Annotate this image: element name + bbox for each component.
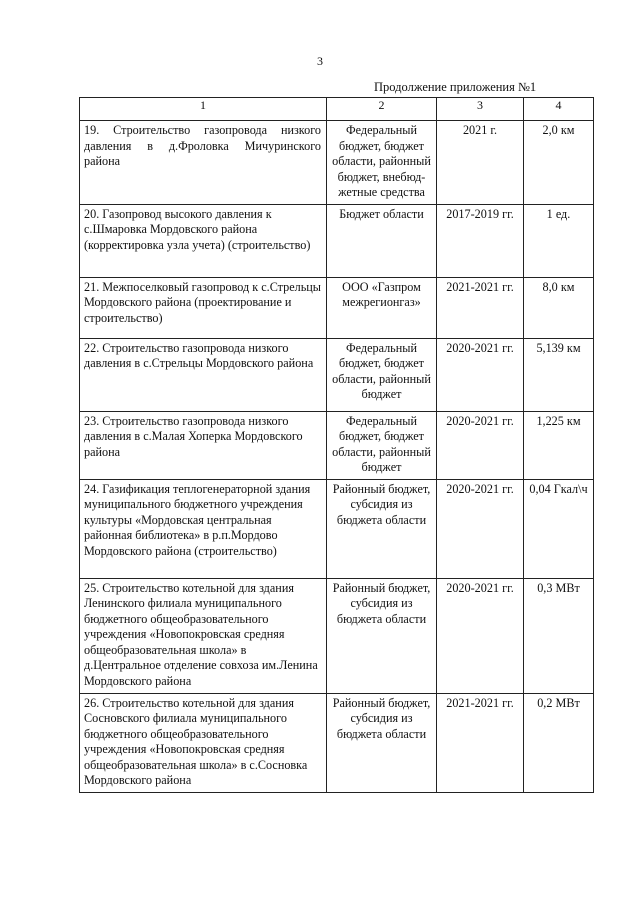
column-header: 3 — [437, 98, 524, 121]
table-row — [80, 479, 594, 578]
capacity-cell: 8,0 км — [524, 277, 594, 338]
capacity-cell: 1,225 км — [524, 411, 594, 479]
capacity-cell: 0,2 МВт — [524, 693, 594, 792]
projects-table — [79, 97, 594, 793]
project-name-cell: 22. Строительство газопровода низкого давления в с.Стрельцы Мордовского района — [80, 338, 327, 411]
funding-cell: Районный бюджет, субсидия из бюджета области — [327, 693, 437, 792]
years-cell: 2020-2021 гг. — [437, 338, 524, 411]
funding-cell: Федеральный бюджет, бюджет области, районный бюджет — [327, 411, 437, 479]
table-header-row — [80, 98, 594, 121]
table-row — [80, 121, 594, 205]
capacity-cell: 1 ед. — [524, 204, 594, 277]
funding-cell: Районный бюджет, субсидия из бюджета области — [327, 479, 437, 578]
column-header: 4 — [524, 98, 594, 121]
continuation-label: Продолжение приложения №1 — [374, 80, 537, 94]
years-cell: 2020-2021 гг. — [437, 411, 524, 479]
years-cell: 2020-2021 гг. — [437, 578, 524, 693]
table-row — [80, 693, 594, 792]
capacity-cell: 5,139 км — [524, 338, 594, 411]
project-name-cell: 21. Межпоселковый газопровод к с.Стрельцы Мордовского района (проектирование и строительство) — [80, 277, 327, 338]
capacity-cell: 0,04 Гкал\ч — [524, 479, 594, 578]
project-name-cell: 26. Строительство котельной для здания Сосновского филиала муниципального бюджетного общеобразовательного учреждения «Новопокровская средняя общеобразовательная школа» в с.Сосновка Мордовского района — [80, 693, 327, 792]
project-name-cell: 24. Газификация теплогенераторной здания муниципального бюджетного учреждения культуры «Мордовская центральная районная библиотека» в р.п.Мордово Мордовского района (строительство) — [80, 479, 327, 578]
project-name-cell: 19. Строительство газопровода низкого давления в д.Фроловка Мичуринского района — [80, 121, 327, 205]
project-name-cell: 25. Строительство котельной для здания Ленинского филиала муниципального бюджетного общеобразовательного учреждения «Новопокровская средняя общеобразовательная школа» в д.Центральное отделение совхоза им.Ленина Мордовского района — [80, 578, 327, 693]
project-name-cell: 23. Строительство газопровода низкого давления в с.Малая Хоперка Мордовского района — [80, 411, 327, 479]
years-cell: 2021-2021 гг. — [437, 277, 524, 338]
funding-cell: Бюджет области — [327, 204, 437, 277]
years-cell: 2020-2021 гг. — [437, 479, 524, 578]
project-name-cell: 20. Газопровод высокого давления к с.Шмаровка Мордовского района (корректировка узла учета) (строительство) — [80, 204, 327, 277]
table-row — [80, 277, 594, 338]
years-cell: 2021 г. — [437, 121, 524, 205]
table-row — [80, 578, 594, 693]
funding-cell: ООО «Газпром межрегионгаз» — [327, 277, 437, 338]
capacity-cell: 0,3 МВт — [524, 578, 594, 693]
funding-cell: Федеральный бюджет, бюджет области, районный бюджет, внебюд-жетные средства — [327, 121, 437, 205]
page-number: 3 — [317, 54, 323, 68]
funding-cell: Районный бюджет, субсидия из бюджета области — [327, 578, 437, 693]
table-row — [80, 204, 594, 277]
table-row — [80, 338, 594, 411]
table-row — [80, 411, 594, 479]
column-header: 2 — [327, 98, 437, 121]
years-cell: 2017-2019 гг. — [437, 204, 524, 277]
funding-cell: Федеральный бюджет, бюджет области, районный бюджет — [327, 338, 437, 411]
capacity-cell: 2,0 км — [524, 121, 594, 205]
column-header: 1 — [80, 98, 327, 121]
years-cell: 2021-2021 гг. — [437, 693, 524, 792]
